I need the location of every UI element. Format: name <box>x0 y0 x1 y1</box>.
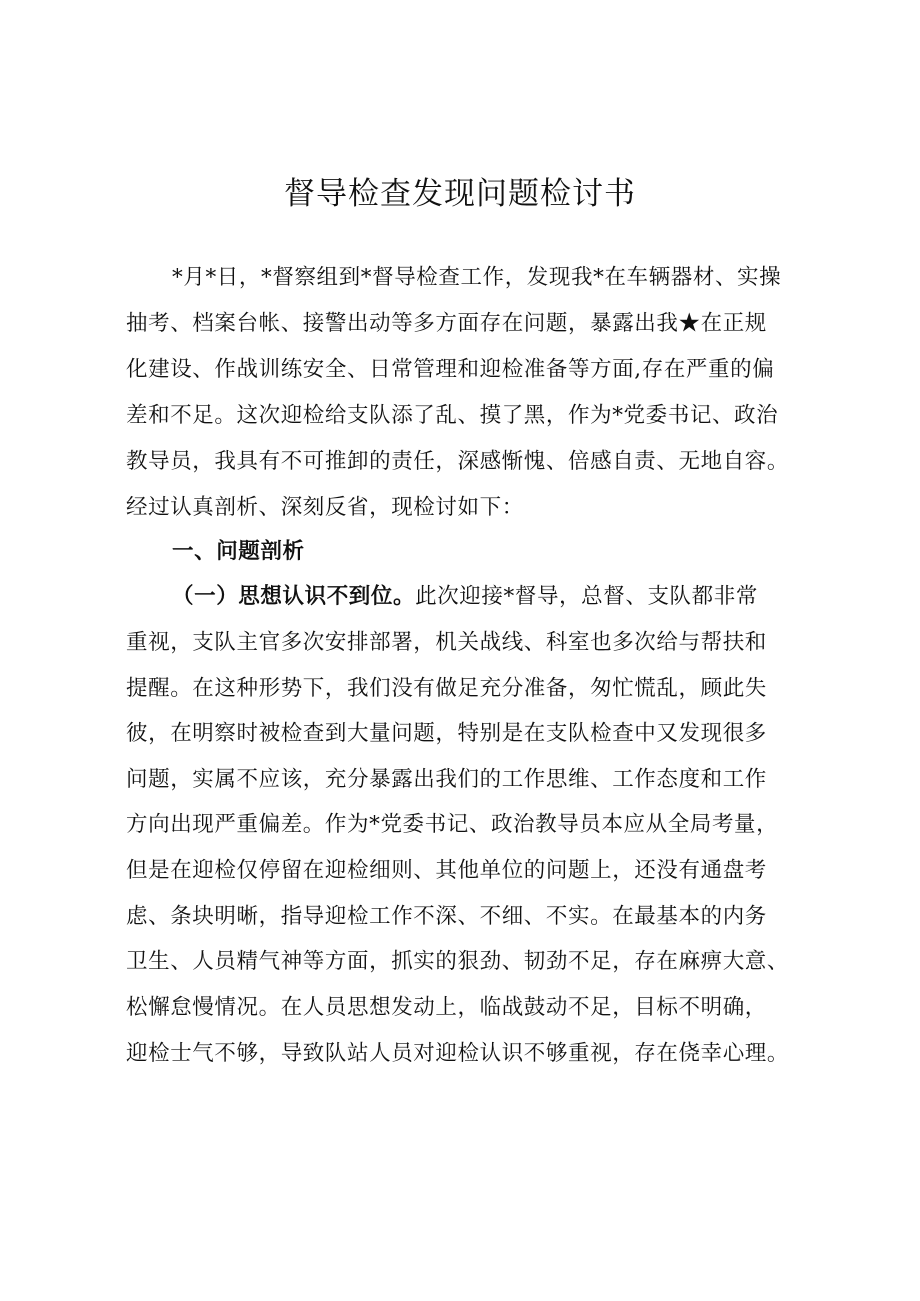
body-line: 卫生、人员精气神等方面，抓实的狠劲、韧劲不足，存在麻痹大意、 <box>126 949 790 974</box>
body-line: 重视，支队主官多次安排部署，机关战线、科室也多次给与帮扶和 <box>126 630 767 655</box>
body-line: 松懈怠慢情况。在人员思想发动上，临战鼓动不足，目标不明确， <box>126 995 767 1020</box>
body-line: 方向出现严重偏差。作为*党委书记、政治教导员本应从全局考量， <box>126 812 779 837</box>
body-line: 提醒。在这种形势下，我们没有做足充分准备，匆忙慌乱，顾此失 <box>126 676 767 701</box>
intro-line: 教导员，我具有不可推卸的责任，深感惭愧、倍感自责、无地自容。 <box>126 449 790 474</box>
subsection-label: （一）思想认识不到位。 <box>172 584 416 609</box>
intro-line: 经过认真剖析、深刻反省，现检讨如下： <box>126 495 524 520</box>
section-heading: 一、问题剖析 <box>172 539 305 564</box>
body-line: 问题，实属不应该，充分暴露出我们的工作思维、工作态度和工作 <box>126 767 767 792</box>
intro-line: *月*日，*督察组到*督导检查工作，发现我*在车辆器材、实操 <box>172 265 782 290</box>
intro-line: 差和不足。这次迎检给支队添了乱、摸了黑，作为*党委书记、政治 <box>126 403 779 428</box>
body-line: 但是在迎检仅停留在迎检细则、其他单位的问题上，还没有通盘考 <box>126 858 767 883</box>
intro-line: 抽考、档案台帐、接警出动等多方面存在问题，暴露出我★在正规 <box>126 311 767 336</box>
intro-line: 化建设、作战训练安全、日常管理和迎检准备等方面,存在严重的偏 <box>126 357 775 382</box>
body-line: 彼，在明察时被检查到大量问题，特别是在支队检查中又发现很多 <box>126 721 767 746</box>
document-title: 督导检查发现问题检讨书 <box>284 176 636 212</box>
subsection-text: 此次迎接*督导，总督、支队都非常 <box>415 584 758 609</box>
subsection-first-line <box>172 583 872 611</box>
body-line: 迎检士气不够，导致队站人员对迎检认识不够重视，存在侥幸心理。 <box>126 1041 790 1066</box>
body-line: 虑、条块明晰，指导迎检工作不深、不细、不实。在最基本的内务 <box>126 904 767 929</box>
